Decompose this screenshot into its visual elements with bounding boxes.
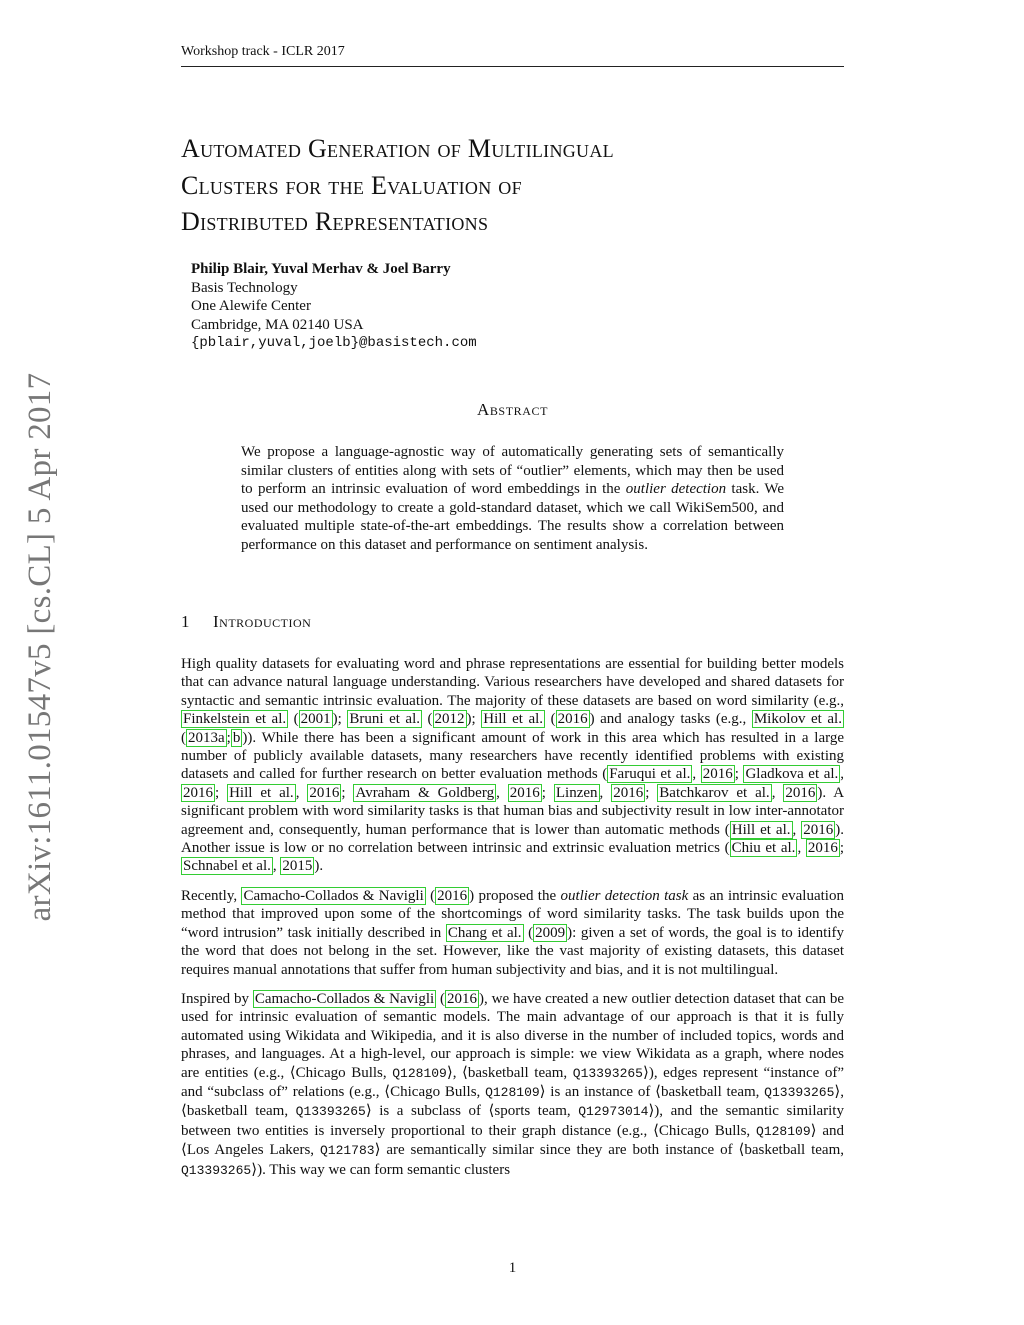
citation-link[interactable]: 2009 (535, 924, 566, 941)
citation-link[interactable]: Bruni et al. (349, 711, 421, 728)
title-line: Automated Generation of Multilingual (181, 134, 614, 163)
citation-link[interactable]: Chang et al. (447, 924, 522, 941)
author-address-line: One Alewife Center (191, 298, 311, 314)
citation-link[interactable]: Batchkarov et al. (659, 784, 770, 801)
citation-link[interactable]: Hill et al. (229, 784, 294, 801)
abstract-heading: Abstract (476, 400, 549, 419)
arxiv-sidebar-stamp: arXiv:1611.01547v5 [cs.CL] 5 Apr 2017 (22, 372, 58, 922)
citation-link[interactable]: 2013a (188, 729, 225, 746)
section-title: Introduction (213, 612, 312, 631)
author-email: {pblair,yuval,joelb}@basistech.com (191, 335, 477, 351)
citation-link[interactable]: Schnabel et al. (183, 858, 271, 875)
title-line: Clusters for the Evaluation of (181, 170, 522, 200)
paragraph: Recently, Camacho-Collados & Navigli ( 2016 ) proposed the outlier detection task as an intrinsic evaluation method that improved upon some of the shortcomings of word similarity tasks. The task builds upon the “word intrusion” task initially described in Chang et al. ( 2009 ): given a set of words, the goal is to identify the word that does not belong in the set. However, like the vast majority of existing datasets, this dataset requires manual annotations that suffer from human subjectivity and bias, and it is not multilingual. (181, 887, 844, 978)
citation-link[interactable]: 2016 (447, 990, 478, 1007)
citation-link[interactable]: Finkelstein et al. (183, 711, 287, 728)
citation-link[interactable]: Chiu et al. (731, 840, 796, 857)
citation-link[interactable]: 2001 (300, 711, 331, 728)
citation-link[interactable]: 2016 (183, 784, 213, 801)
author-block (191, 260, 477, 353)
page-number: 1 (508, 1260, 517, 1276)
section-heading (181, 612, 311, 632)
citation-link[interactable]: 2016 (437, 887, 468, 904)
citation-link[interactable]: 2016 (702, 766, 733, 783)
body-text (181, 655, 844, 1191)
citation-link[interactable]: 2016 (309, 784, 340, 801)
citation-link[interactable]: Gladkova et al. (745, 766, 839, 783)
citation-link[interactable]: 2016 (803, 821, 834, 838)
running-header: Workshop track - ICLR 2017 (181, 44, 345, 59)
citation-link[interactable]: Camacho-Collados & Navigli (254, 990, 435, 1007)
paper-title (181, 131, 821, 241)
citation-link[interactable]: 2015 (282, 858, 313, 875)
paragraph: Inspired by Camacho-Collados & Navigli ( 2016 ), we have created a new outlier detection dataset that can be used for intrinsic evaluation of semantic models. The main advantage of our approach is that it is fully automated using Wikidata and Wikipedia, and it is also diverse in the number of included topics, words and phrases, and languages. At a high-level, our approach is simple: we view Wikidata as a graph, where nodes are entities (e.g., ⟨Chicago Bulls, Q128109⟩, ⟨basketball team, Q13393265⟩), edges represent “instance of” and “subclass of” relations (e.g., ⟨Chicago Bulls, Q128109⟩ is an instance of ⟨basketball team, Q13393265⟩, ⟨basketball team, Q13393265⟩ is a subclass of ⟨sports team, Q12973014⟩), and the semantic similarity between two entities is inversely proportional to their graph distance (e.g., ⟨Chicago Bulls, Q128109⟩ and ⟨Los Angeles Lakers, Q121783⟩ are semantically similar since they are both instance of ⟨basketball team, Q13393265⟩). This way we can form semantic clusters (181, 990, 845, 1178)
citation-link[interactable]: 2016 (807, 840, 838, 857)
citation-link[interactable]: 2016 (509, 784, 540, 801)
title-line: Distributed Representations (181, 207, 489, 236)
citation-link[interactable]: Avraham & Goldberg (355, 784, 495, 801)
paragraph: High quality datasets for evaluating word and phrase representations are essential for building better models that can advance natural language understanding. Various researchers have developed and shared datasets for syntactic and semantic intrinsic evaluation. The majority of these datasets are based on word similarity (e.g., Finkelstein et al. ( 2001 ); Bruni et al. ( 2012 ); Hill et al. ( 2016 ) and analogy tasks (e.g., Mikolov et al. ( 2013a ; b )). While there has been a significant amount of work in this area which has resulted in a large number of publicly available datasets, many researchers have recently identified problems with existing datasets and called for further research on better evaluation methods ( Faruqui et al. , 2016 ; Gladkova et al. , 2016 ; Hill et al. , 2016 ; Avraham & Goldberg , 2016 ; Linzen , 2016 ; Batchkarov et al. , 2016 ). A significant problem with word similarity tasks is that human bias and subjectivity result in low inter-annotator agreement and, consequently, human performance that is lower than automatic methods ( Hill et al. , 2016 ). Another issue is low or no correlation between intrinsic and extrinsic evaluation metrics ( Chiu et al. , 2016 ; Schnabel et al. , 2015 ). (181, 656, 845, 875)
author-affiliation: Basis Technology (191, 279, 298, 296)
author-address-line: Cambridge, MA 02140 USA (191, 316, 364, 333)
citation-link[interactable]: Hill et al. (731, 821, 791, 838)
citation-link[interactable]: 2016 (613, 784, 644, 801)
citation-link[interactable]: 2016 (785, 784, 816, 801)
author-names: Philip Blair, Yuval Merhav & Joel Barry (191, 261, 451, 277)
citation-link[interactable]: b (232, 729, 241, 746)
citation-link[interactable]: Camacho-Collados & Navigli (243, 887, 424, 904)
header-rule (181, 66, 844, 67)
citation-link[interactable]: Hill et al. (483, 711, 544, 728)
citation-link[interactable]: 2012 (434, 711, 465, 728)
citation-link[interactable]: Mikolov et al. (753, 711, 842, 728)
citation-link[interactable]: Faruqui et al. (609, 766, 691, 783)
citation-link[interactable]: Linzen (555, 784, 598, 801)
section-number: 1 (181, 612, 190, 631)
citation-link[interactable]: 2016 (557, 711, 588, 728)
abstract-text: We propose a language-agnostic way of automatically generating sets of semantically similar clusters of entities along with sets of “outlier” elements, which may then be used to perform an intrinsic evaluation of word embeddings in the outlier detection task. We used our methodology to create a gold-standard dataset, which we call WikiSem500, and evaluated multiple state-of-the-art embeddings. The results show a correlation between performance on this dataset and performance on sentiment analysis. (241, 444, 784, 553)
